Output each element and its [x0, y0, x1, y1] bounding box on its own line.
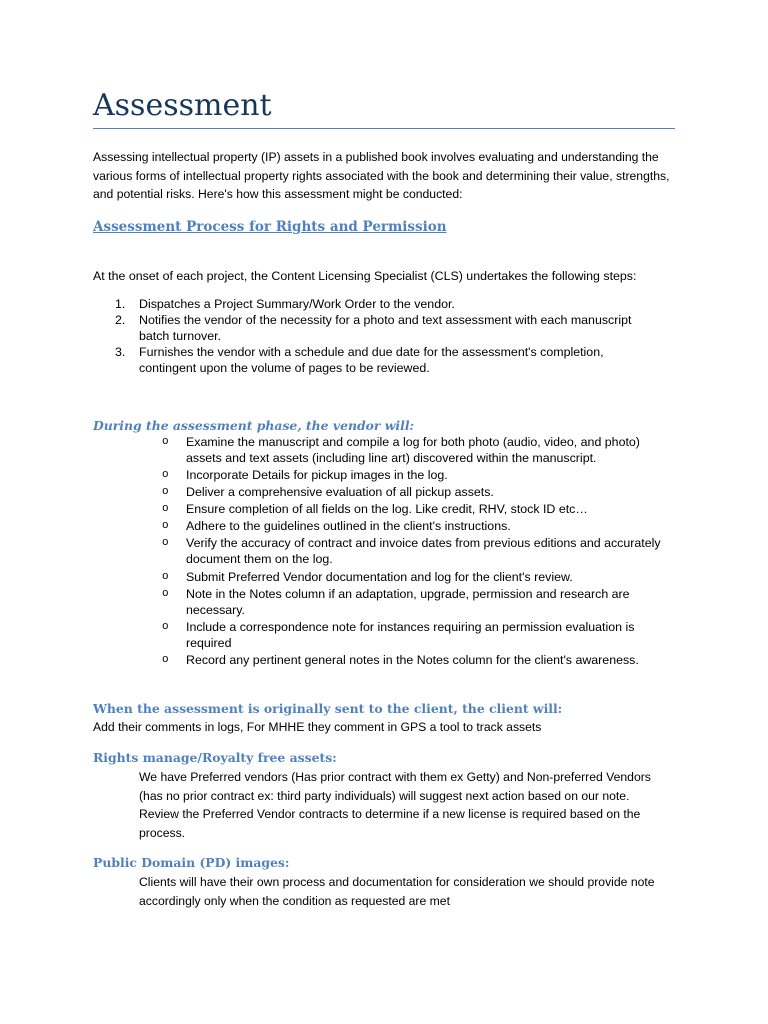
- bullet-icon: o: [162, 503, 169, 516]
- list-item: [160, 501, 670, 517]
- bullet-icon: o: [162, 469, 169, 482]
- rights-paragraph: We have Preferred vendors (Has prior contract with them ex Getty) and Non-preferred Vendors (has no prior contract ex: third party individuals) will suggest next action based on our note. Review the Preferred Vendor contracts to determine if a new license is required based on the process.: [139, 770, 651, 841]
- list-item-text: Dispatches a Project Summary/Work Order to the vendor.: [139, 297, 455, 311]
- bullet-icon: o: [162, 537, 169, 550]
- list-item: [160, 484, 670, 500]
- list-item: [160, 467, 670, 483]
- page-title: Assessment: [93, 88, 272, 123]
- list-item-text: Include a correspondence note for instances requiring an permission evaluation is required: [186, 619, 635, 650]
- list-item-text: Verify the accuracy of contract and invoice dates from previous editions and accurately document them on the log.: [186, 536, 661, 567]
- bullet-icon: o: [162, 486, 169, 499]
- list-item-text: Submit Preferred Vendor documentation and log for the client's review.: [186, 569, 573, 584]
- public-domain-heading: Public Domain (PD) images:: [93, 855, 290, 870]
- vendor-phase-heading: During the assessment phase, the vendor will:: [93, 418, 415, 433]
- list-item: [160, 619, 670, 651]
- list-item: [160, 569, 670, 585]
- list-item-text: Notifies the vendor of the necessity for a photo and text assessment with each manuscript batch turnover.: [139, 313, 632, 343]
- client-sent-paragraph: Add their comments in logs, For MHHE they comment in GPS a tool to track assets: [93, 720, 542, 734]
- list-item-text: Ensure completion of all fields on the log. Like credit, RHV, stock ID etc…: [186, 502, 588, 517]
- client-sent-heading: When the assessment is originally sent to the client, the client will:: [93, 701, 563, 716]
- intro-paragraph: Assessing intellectual property (IP) assets in a published book involves evaluating and understanding the various forms of intellectual property rights associated with the book and determining their value, strengths, and potential risks. Here's how this assessment might be conducted:: [93, 150, 670, 202]
- bullet-icon: o: [162, 570, 169, 583]
- list-item-text: Incorporate Details for pickup images in the log.: [186, 468, 448, 483]
- list-item-text: Record any pertinent general notes in the Notes column for the client's awareness.: [186, 652, 639, 667]
- list-item: [93, 296, 663, 312]
- bullet-icon: o: [162, 436, 169, 448]
- list-number: 3.: [115, 345, 126, 359]
- rights-heading: Rights manage/Royalty free assets:: [93, 750, 337, 765]
- list-item: [160, 434, 670, 466]
- bullet-icon: o: [162, 620, 169, 633]
- list-item-text: Furnishes the vendor with a schedule and due date for the assessment's completion, contingent upon the volume of pages to be reviewed.: [139, 345, 604, 375]
- public-domain-paragraph: Clients will have their own process and documentation for consideration we should provide note accordingly only when the condition as requested are met: [139, 875, 655, 908]
- list-item: [160, 518, 670, 534]
- list-item-text: Note in the Notes column if an adaptation, upgrade, permission and research are necessary.: [186, 586, 630, 617]
- list-item-text: Adhere to the guidelines outlined in the client's instructions.: [186, 519, 511, 534]
- list-item-text: Examine the manuscript and compile a log for both photo (audio, video, and photo) assets and text assets (including line art) discovered within the manuscript.: [186, 435, 640, 465]
- list-item-text: Deliver a comprehensive evaluation of all pickup assets.: [186, 485, 494, 500]
- list-item: [160, 586, 670, 618]
- bullet-icon: o: [162, 653, 169, 666]
- list-item: [160, 652, 670, 668]
- cls-steps-list: [93, 296, 663, 376]
- bullet-icon: o: [162, 520, 169, 533]
- vendor-tasks-list: [160, 434, 670, 669]
- onset-paragraph: At the onset of each project, the Content Licensing Specialist (CLS) undertakes the following steps:: [93, 269, 637, 283]
- list-item: [93, 344, 663, 376]
- list-number: 1.: [115, 297, 126, 311]
- process-heading: Assessment Process for Rights and Permission: [93, 219, 447, 235]
- list-number: 2.: [115, 313, 126, 327]
- list-item: [160, 535, 670, 567]
- list-item: [93, 312, 663, 344]
- bullet-icon: o: [162, 587, 169, 600]
- title-underline-divider: [93, 128, 675, 129]
